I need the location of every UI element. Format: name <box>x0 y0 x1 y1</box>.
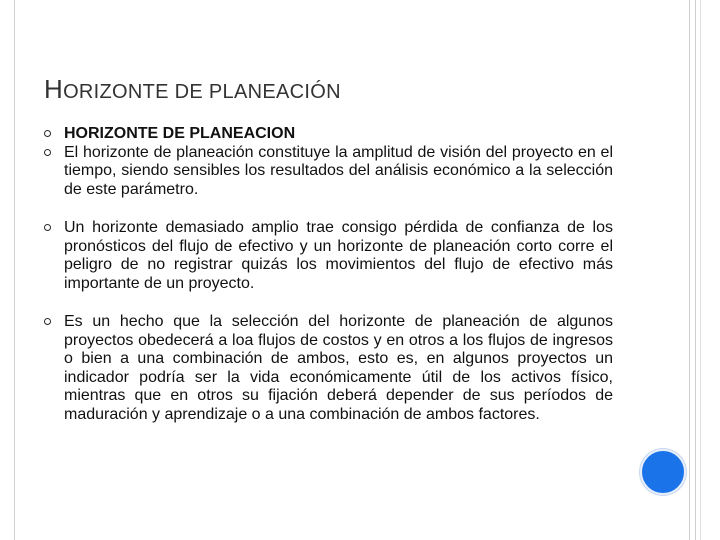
slide-title-rest: ORIZONTE DE PLANEACIÓN <box>63 81 341 103</box>
bullet-item <box>43 144 613 200</box>
right-border-line <box>689 0 690 540</box>
bullet-text: Es un hecho que la selección del horizonte de planeación de algunos proyectos obedecerá a loa flujos de costos y en otros a los flujos de ingresos o bien a una combinación de ambos, esto es, en algunos proyectos un indicador podría ser la vida económicamente útil de los activos físico, mientras que en otros su fijación deberá depender de sus períodos de maduración y aprendizaje o a una combinación de ambos factores. <box>64 313 613 423</box>
bullet-heading: HORIZONTE DE PLANEACION <box>64 125 296 142</box>
slide-title <box>44 74 341 105</box>
bullet-item <box>43 219 613 293</box>
bullet-circle-icon <box>44 318 51 325</box>
bullet-circle-icon <box>44 224 51 231</box>
bullet-list <box>43 125 613 424</box>
bullet-item <box>43 313 613 424</box>
bullet-circle-icon <box>44 149 51 156</box>
right-border-line <box>695 0 696 540</box>
bullet-circle-icon <box>44 130 51 137</box>
decorative-circle-icon <box>640 449 686 495</box>
left-border-line <box>14 0 15 540</box>
bullet-text: El horizonte de planeación constituye la amplitud de visión del proyecto en el tiempo, siendo sensibles los resultados del análisis económico a la selección de este parámetro. <box>64 143 613 198</box>
slide-title-initial: H <box>44 74 64 104</box>
right-border-line <box>700 0 701 540</box>
bullet-item <box>43 125 613 144</box>
bullet-text: Un horizonte demasiado amplio trae consigo pérdida de confianza de los pronósticos del flujo de efectivo y un horizonte de planeación corto corre el peligro de no registrar quizás los movimientos del flujo de efectivo más importante de un proyecto. <box>64 219 613 292</box>
